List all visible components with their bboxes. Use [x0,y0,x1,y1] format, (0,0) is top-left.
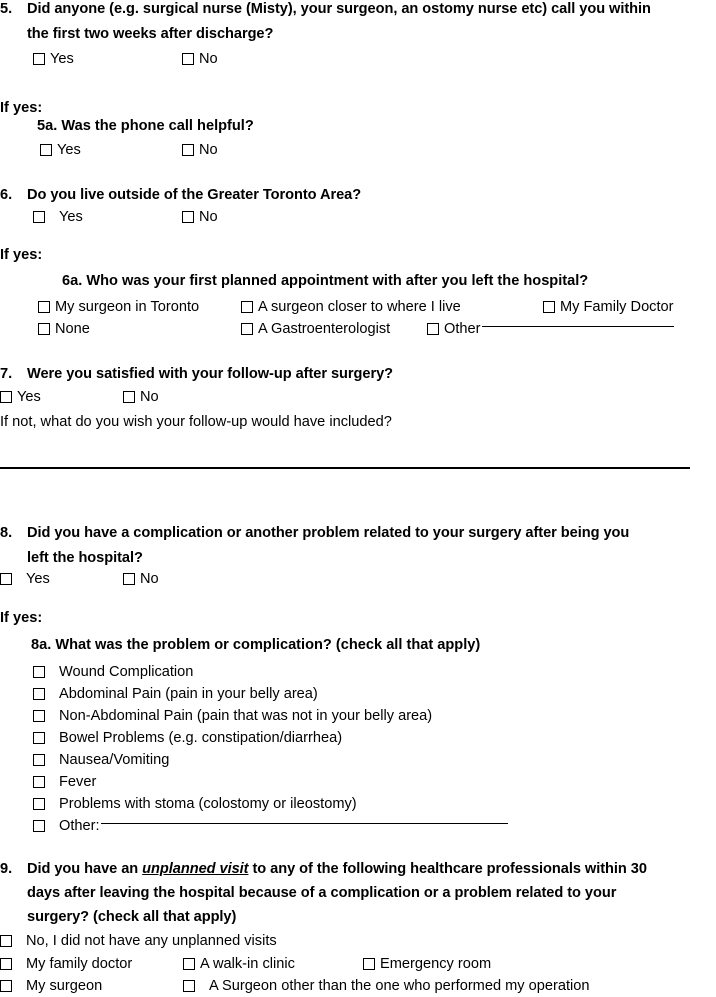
checkbox-icon[interactable] [33,53,45,65]
q8a-option-7-label: Other: [59,818,100,834]
question-6a-text: 6a. Who was your first planned appointment with after you left the hospital? [62,273,589,289]
q5-option-yes[interactable] [33,48,74,70]
checkbox-icon[interactable] [182,53,194,65]
checkbox-icon[interactable] [33,666,45,678]
checkbox-icon[interactable] [33,798,45,810]
checkbox-icon[interactable] [363,958,375,970]
q9-option-2-label: A walk-in clinic [200,956,295,972]
q8a-option-0-label: Wound Complication [59,664,194,680]
q5-option-no-label: No [199,51,218,67]
q9-text-emphasis: unplanned visit [142,861,249,877]
question-6-number: 6. [0,187,13,203]
q9-option-1-label: My family doctor [26,956,133,972]
if-yes-label-2: If yes: [0,247,43,263]
question-8-text-line1: Did you have a complication or another problem related to your surgery after being you [27,525,630,541]
checkbox-icon[interactable] [182,144,194,156]
q8a-option-abdominal-pain[interactable] [33,683,318,705]
question-9-text-line2: days after leaving the hospital because of a complication or a problem related to your [27,885,617,901]
q8-option-yes[interactable] [0,568,50,590]
q5-option-yes-label: Yes [50,51,74,67]
q8a-option-6-label: Problems with stoma (colostomy or ileostomy) [59,796,357,812]
q6a-option-3-label: None [55,321,90,337]
q5-option-no[interactable] [182,48,218,70]
q7-option-yes-label: Yes [17,389,41,405]
q9-option-4-label: My surgeon [26,978,103,994]
q9-option-emergency-room[interactable] [363,953,491,975]
q6a-option-my-family-doctor[interactable] [543,296,674,318]
q9-option-3-label: Emergency room [380,956,492,972]
question-9-text-line3: surgery? (check all that apply) [27,909,237,925]
checkbox-icon[interactable] [123,573,135,585]
q8a-option-non-abdominal-pain[interactable] [33,705,432,727]
q6-option-no[interactable] [182,206,218,228]
checkbox-icon[interactable] [38,323,50,335]
q8a-other-write-in-line[interactable] [101,823,508,824]
q9-text-pre: Did you have an [27,861,143,877]
q8a-option-4-label: Nausea/Vomiting [59,752,170,768]
q8a-option-5-label: Fever [59,774,97,790]
checkbox-icon[interactable] [33,211,45,223]
q8a-option-2-label: Non-Abdominal Pain (pain that was not in your belly area) [59,708,433,724]
checkbox-icon[interactable] [427,323,439,335]
question-8-text-line2: left the hospital? [27,550,143,566]
checkbox-icon[interactable] [0,391,12,403]
checkbox-icon[interactable] [33,820,45,832]
q9-option-walk-in-clinic[interactable] [183,953,295,975]
question-7-text: Were you satisfied with your follow-up after surgery? [27,366,394,382]
checkbox-icon[interactable] [33,776,45,788]
q9-option-5-label: A Surgeon other than the one who performed my operation [209,978,590,994]
question-8-number: 8. [0,525,13,541]
q6a-option-gastroenterologist[interactable] [241,318,390,340]
q6-option-no-label: No [199,209,218,225]
q5a-option-no[interactable] [182,139,218,161]
q8a-option-fever[interactable] [33,771,96,793]
q6a-option-my-surgeon-in-toronto[interactable] [38,296,199,318]
q9-option-other-surgeon[interactable] [183,975,590,997]
checkbox-icon[interactable] [0,980,12,992]
checkbox-icon[interactable] [33,688,45,700]
checkbox-icon[interactable] [123,391,135,403]
q6a-option-1-label: A surgeon closer to where I live [258,299,461,315]
q8a-option-nausea-vomiting[interactable] [33,749,169,771]
q5a-option-yes[interactable] [40,139,81,161]
question-5-text-line2: the first two weeks after discharge? [27,26,274,42]
q6a-option-0-label: My surgeon in Toronto [55,299,200,315]
q6a-other-write-in-line[interactable] [482,326,674,327]
q9-option-no-unplanned-visits[interactable] [0,930,277,952]
q6-option-yes[interactable] [33,206,83,228]
q8-option-no[interactable] [123,568,159,590]
checkbox-icon[interactable] [183,980,195,992]
checkbox-icon[interactable] [33,732,45,744]
q8a-option-bowel-problems[interactable] [33,727,342,749]
q8a-option-other[interactable] [33,815,508,837]
q5a-option-yes-label: Yes [57,142,81,158]
q5a-option-no-label: No [199,142,218,158]
q6a-option-other[interactable] [427,318,674,340]
q7-answer-write-in-line[interactable] [0,467,690,469]
checkbox-icon[interactable] [543,301,555,313]
q8a-option-wound-complication[interactable] [33,661,193,683]
checkbox-icon[interactable] [0,935,12,947]
q6a-option-5-label: Other [444,321,481,337]
q8a-option-stoma-problems[interactable] [33,793,357,815]
checkbox-icon[interactable] [38,301,50,313]
question-5a-text: 5a. Was the phone call helpful? [37,118,254,134]
q9-text-post: to any of the following healthcare professionals within 30 [248,861,647,877]
q7-option-no[interactable] [123,386,159,408]
q8a-option-3-label: Bowel Problems (e.g. constipation/diarrhea) [59,730,343,746]
q9-option-my-family-doctor[interactable] [0,953,132,975]
checkbox-icon[interactable] [33,754,45,766]
question-5-number: 5. [0,1,13,17]
checkbox-icon[interactable] [40,144,52,156]
q6a-option-surgeon-closer[interactable] [241,296,461,318]
if-yes-label-3: If yes: [0,610,43,626]
checkbox-icon[interactable] [241,323,253,335]
q6a-option-2-label: My Family Doctor [560,299,674,315]
q8-option-no-label: No [140,571,159,587]
question-6-text: Do you live outside of the Greater Toronto Area? [27,187,362,203]
if-yes-label-1: If yes: [0,100,43,116]
checkbox-icon[interactable] [182,211,194,223]
q6-option-yes-label: Yes [59,209,83,225]
q7-followup-prompt: If not, what do you wish your follow-up would have included? [0,414,392,430]
q7-option-yes[interactable] [0,386,41,408]
question-8a-text: 8a. What was the problem or complication? (check all that apply) [31,637,481,653]
q8a-option-1-label: Abdominal Pain (pain in your belly area) [59,686,318,702]
q6a-option-4-label: A Gastroenterologist [258,321,391,337]
q7-option-no-label: No [140,389,159,405]
q9-option-my-surgeon[interactable] [0,975,102,997]
question-9-number: 9. [0,861,13,877]
question-5-text-line1: Did anyone (e.g. surgical nurse (Misty), your surgeon, an ostomy nurse etc) call you within [27,1,651,17]
q6a-option-none[interactable] [38,318,90,340]
checkbox-icon[interactable] [0,573,12,585]
q8-option-yes-label: Yes [26,571,50,587]
question-9-text-line1 [27,857,716,882]
checkbox-icon[interactable] [183,958,195,970]
q9-option-0-label: No, I did not have any unplanned visits [26,933,277,949]
checkbox-icon[interactable] [33,710,45,722]
checkbox-icon[interactable] [0,958,12,970]
checkbox-icon[interactable] [241,301,253,313]
question-7-number: 7. [0,366,13,382]
